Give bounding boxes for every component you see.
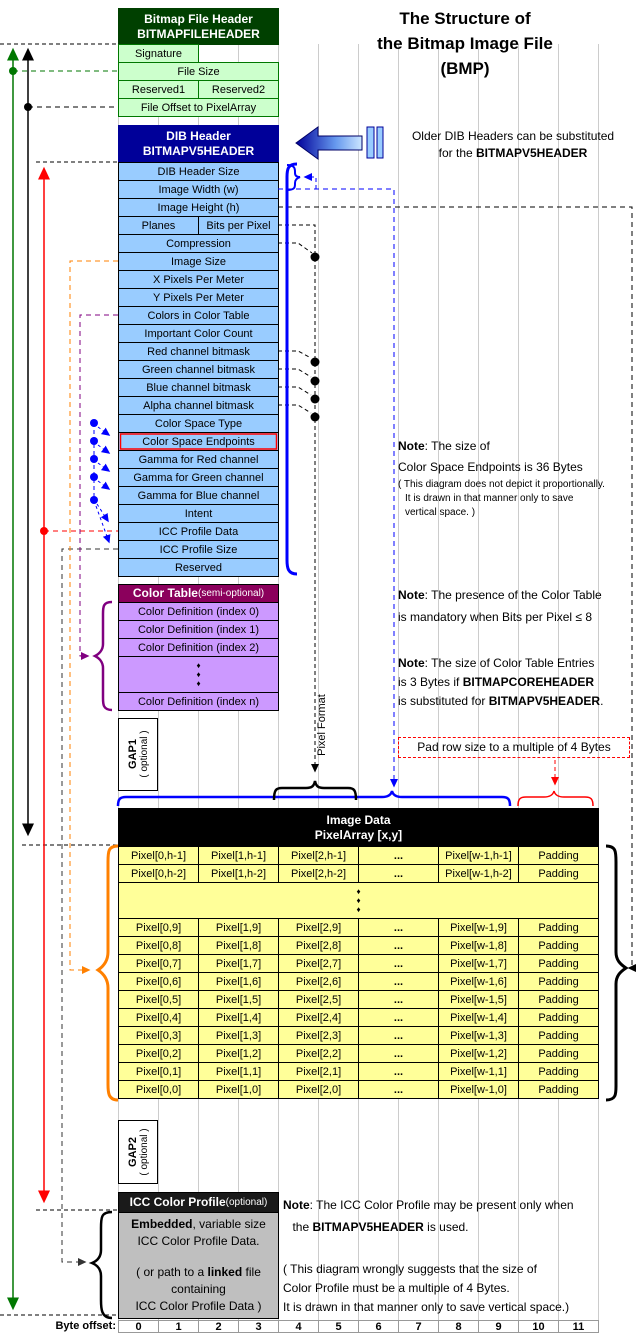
note2-line1	[398, 584, 636, 606]
boundary-markers	[0, 44, 118, 1315]
color-table-brace	[95, 602, 112, 710]
byte-offset-label: Byte offset:	[55, 1320, 116, 1332]
pixel-cell: Pixel[w-1,3]	[438, 1026, 519, 1045]
pixel-cell: Pixel[0,h-1]	[118, 846, 199, 865]
pixel-cell: Pixel[1,9]	[198, 918, 279, 937]
pixel-cell: Pixel[0,3]	[118, 1026, 199, 1045]
gridline	[358, 44, 359, 1320]
note3-line3-bold: BITMAPV5HEADER	[488, 694, 601, 708]
byte-offset-ruler	[118, 1320, 599, 1333]
note1-small2: It is drawn in that manner only to save	[405, 493, 574, 504]
field-reserved1: Reserved1	[118, 80, 199, 99]
pixel-cell: Pixel[w-1,9]	[438, 918, 519, 937]
icc-data-span-line	[40, 169, 118, 1201]
icc-note-p2-line2: Color Profile must be a multiple of 4 Bytes.	[283, 1281, 510, 1295]
icc-profile-body	[118, 1212, 279, 1319]
gap1-optional-text: ( optional )	[138, 730, 150, 778]
file-size-span-line	[9, 50, 118, 1308]
file-offset-span-line	[24, 50, 118, 834]
pixel-cell: Pixel[w-1,8]	[438, 936, 519, 955]
byte-offset-1: 1	[158, 1320, 199, 1333]
icc-note-rest: : The ICC Color Profile may be present only when	[309, 1198, 574, 1212]
pixel-cell: Pixel[2,5]	[278, 990, 359, 1009]
pixel-cell: Pixel[1,7]	[198, 954, 279, 973]
dib-bracket	[287, 164, 297, 574]
pixel-format-brace	[274, 781, 356, 800]
pixel-cell: Pixel[w-1,5]	[438, 990, 519, 1009]
pixel-cell: Pixel[w-1,6]	[438, 972, 519, 991]
color-def-n: Color Definition (index n)	[118, 692, 279, 711]
byte-offset-2: 2	[198, 1320, 239, 1333]
pad-row-note: Pad row size to a multiple of 4 Bytes	[398, 737, 630, 758]
dib-header-title	[118, 125, 279, 163]
pixel-row	[118, 972, 599, 991]
substitute-note-bold: BITMAPV5HEADER	[476, 146, 588, 160]
icc-body-line3	[119, 1264, 278, 1281]
icc-line3-pre: ( or path to a	[136, 1265, 208, 1279]
pixel-cell: Pixel[w-1,7]	[438, 954, 519, 973]
color-space-chain	[90, 419, 109, 542]
dib-field-reserved: Reserved	[118, 558, 279, 577]
color-table-title	[118, 584, 279, 603]
pixel-cell: Pixel[2,h-2]	[278, 864, 359, 883]
padding-cell: Padding	[518, 972, 599, 991]
image-data-title-line2: PixelArray [x,y]	[314, 827, 403, 842]
pixel-cell: Pixel[2,9]	[278, 918, 359, 937]
pixel-cell: Pixel[2,6]	[278, 972, 359, 991]
dib-field-blue-mask: Blue channel bitmask	[118, 378, 279, 397]
icc-linked-bold: linked	[207, 1265, 243, 1279]
icc-note-p2-line1: ( This diagram wrongly suggests that the size of	[283, 1262, 537, 1276]
dib-field-icc-profile-size: ICC Profile Size	[118, 540, 279, 559]
substitute-arrow-icon	[296, 127, 383, 159]
field-file-size: File Size	[118, 62, 279, 81]
image-size-connector	[70, 261, 118, 970]
pixel-cell: Pixel[2,2]	[278, 1044, 359, 1063]
field-file-offset: File Offset to PixelArray	[118, 98, 279, 117]
pixel-cell: Pixel[0,7]	[118, 954, 199, 973]
gap1-label	[120, 719, 156, 789]
diamond-icon: ♦	[196, 670, 201, 679]
dib-field-intent: Intent	[118, 504, 279, 523]
image-width-connector	[278, 189, 394, 786]
pixel-cell: Pixel[2,8]	[278, 936, 359, 955]
icc-note-line2	[283, 1216, 478, 1238]
note1-small1: ( This diagram does not depict it proportionally.	[398, 479, 605, 490]
field-signature: Signature	[118, 44, 199, 63]
note3-line3-pre: is substituted for	[398, 694, 489, 708]
pixel-cell: Pixel[1,h-2]	[198, 864, 279, 883]
padding-cell: Padding	[518, 918, 599, 937]
byte-offset-7: 7	[398, 1320, 439, 1333]
color-table-title-suffix: (semi-optional)	[197, 588, 265, 599]
dib-field-gamma-blue: Gamma for Blue channel	[118, 486, 279, 505]
pixel-cell: Pixel[1,1]	[198, 1062, 279, 1081]
pixel-cell: Pixel[1,5]	[198, 990, 279, 1009]
dib-field-image-size: Image Size	[118, 252, 279, 271]
color-table-ellipsis	[118, 656, 279, 693]
note3-line3	[398, 692, 636, 711]
dib-field-green-mask: Green channel bitmask	[118, 360, 279, 379]
pixel-cell: Pixel[w-1,0]	[438, 1080, 519, 1099]
byte-offset-6: 6	[358, 1320, 399, 1333]
dib-size-brace	[287, 165, 300, 190]
note2-bold: Note	[398, 588, 425, 602]
icc-title-text: ICC Color Profile	[129, 1195, 226, 1209]
padding-cell: Padding	[518, 846, 599, 865]
pixel-cell-ellipsis: ...	[358, 1026, 439, 1045]
title-line2: the Bitmap Image File	[377, 34, 553, 53]
icc-note-line1	[283, 1194, 639, 1216]
dib-field-y-ppm: Y Pixels Per Meter	[118, 288, 279, 307]
dib-field-x-ppm: X Pixels Per Meter	[118, 270, 279, 289]
icc-line3-post: file	[242, 1265, 261, 1279]
dib-field-alpha-mask: Alpha channel bitmask	[118, 396, 279, 415]
pixel-cell: Pixel[1,2]	[198, 1044, 279, 1063]
pixel-cell: Pixel[2,4]	[278, 1008, 359, 1027]
byte-offset-10: 10	[518, 1320, 559, 1333]
icc-note-bold: Note	[283, 1198, 310, 1212]
image-data-title	[118, 808, 599, 847]
pixel-cell-ellipsis: ...	[358, 918, 439, 937]
file-header-title	[118, 8, 279, 45]
pixel-cell: Pixel[0,8]	[118, 936, 199, 955]
padding-cell: Padding	[518, 990, 599, 1009]
note-endpoints-size	[398, 436, 633, 520]
image-data-title-line1: Image Data	[326, 812, 391, 827]
padding-cell: Padding	[518, 1044, 599, 1063]
pixel-cell: Pixel[2,h-1]	[278, 846, 359, 865]
note3-line3-post: .	[600, 694, 604, 708]
icc-line1-rest: , variable size	[192, 1217, 266, 1231]
byte-offset-9: 9	[478, 1320, 519, 1333]
pixel-rows-ellipsis	[118, 882, 599, 919]
note-icc-size-disclaimer	[283, 1260, 639, 1317]
pixel-cell: Pixel[2,3]	[278, 1026, 359, 1045]
pixel-cell: Pixel[0,0]	[118, 1080, 199, 1099]
pixel-cell: Pixel[1,4]	[198, 1008, 279, 1027]
color-table-title-text: Color Table	[132, 586, 198, 600]
note1-small3: vertical space. )	[405, 507, 476, 518]
gap1-text: GAP1	[126, 739, 139, 769]
byte-offset-3: 3	[238, 1320, 279, 1333]
icc-title-suffix: (optional)	[225, 1197, 268, 1208]
pixel-cell-ellipsis: ...	[358, 1044, 439, 1063]
note1-line2: Color Space Endpoints is 36 Bytes	[398, 460, 583, 474]
pixel-row	[118, 1008, 599, 1027]
pixel-cell: Pixel[1,3]	[198, 1026, 279, 1045]
title-line1: The Structure of	[399, 9, 531, 28]
dib-field-gamma-red: Gamma for Red channel	[118, 450, 279, 469]
pixel-cell: Pixel[2,0]	[278, 1080, 359, 1099]
icc-body-line1	[119, 1216, 278, 1233]
pixel-row	[118, 954, 599, 973]
byte-offset-5: 5	[318, 1320, 359, 1333]
dib-field-bits-per-pixel: Bits per Pixel	[198, 216, 279, 235]
icc-note-p2-line3: It is drawn in that manner only to save vertical space.)	[283, 1300, 570, 1314]
pixel-cell-ellipsis: ...	[358, 864, 439, 883]
dib-size-connector	[305, 177, 316, 189]
icc-body-line4: containing	[171, 1282, 226, 1296]
pixel-cell: Pixel[1,0]	[198, 1080, 279, 1099]
color-def-2: Color Definition (index 2)	[118, 638, 279, 657]
pixel-cell: Pixel[w-1,1]	[438, 1062, 519, 1081]
pixel-cell-ellipsis: ...	[358, 972, 439, 991]
gap2-text: GAP2	[126, 1137, 139, 1167]
pixel-row	[118, 1080, 599, 1099]
pixel-cell: Pixel[1,6]	[198, 972, 279, 991]
dib-field-image-width: Image Width (w)	[118, 180, 279, 199]
dib-field-important-colors: Important Color Count	[118, 324, 279, 343]
color-def-1: Color Definition (index 1)	[118, 620, 279, 639]
pixel-cell: Pixel[0,9]	[118, 918, 199, 937]
pixel-cell-ellipsis: ...	[358, 1062, 439, 1081]
row-size-brace	[118, 791, 510, 806]
dib-field-color-space-type: Color Space Type	[118, 414, 279, 433]
padding-cell: Padding	[518, 1062, 599, 1081]
diamond-icon: ♦	[356, 896, 361, 905]
pixel-cell-ellipsis: ...	[358, 1008, 439, 1027]
pixel-cell: Pixel[0,1]	[118, 1062, 199, 1081]
substitute-note-line1: Older DIB Headers can be substituted	[411, 129, 615, 143]
note3-line2	[398, 673, 636, 692]
pixel-cell-ellipsis: ...	[358, 846, 439, 865]
byte-offset-0: 0	[118, 1320, 159, 1333]
dib-field-icc-profile-data: ICC Profile Data	[118, 522, 279, 541]
note3-line2-bold: BITMAPCOREHEADER	[462, 675, 595, 689]
padding-cell: Padding	[518, 1080, 599, 1099]
pixel-cell: Pixel[2,7]	[278, 954, 359, 973]
substitute-note-pre: for the	[438, 146, 476, 160]
color-def-0: Color Definition (index 0)	[118, 602, 279, 621]
note1-bold: Note	[398, 439, 425, 453]
pixel-row	[118, 1062, 599, 1081]
pixel-row	[118, 864, 599, 883]
pixel-cell-ellipsis: ...	[358, 954, 439, 973]
pixel-array-brace	[98, 846, 118, 1100]
padding-brace	[518, 791, 593, 806]
pixel-cell: Pixel[1,h-1]	[198, 846, 279, 865]
dib-field-image-height: Image Height (h)	[118, 198, 279, 217]
padding-cell: Padding	[518, 954, 599, 973]
note-color-table-entry-size	[398, 654, 636, 711]
pixel-cell-ellipsis: ...	[358, 990, 439, 1009]
pixel-row	[118, 918, 599, 937]
icc-profile-title	[118, 1192, 279, 1213]
pixel-cell: Pixel[0,6]	[118, 972, 199, 991]
file-header-title-line2: BITMAPFILEHEADER	[137, 26, 260, 41]
color-count-connector	[80, 315, 118, 656]
note1-rest: : The size of	[424, 439, 490, 453]
pixel-cell-ellipsis: ...	[358, 1080, 439, 1099]
diamond-icon: ♦	[356, 887, 361, 896]
icc-body-line2: ICC Color Profile Data.	[137, 1234, 260, 1248]
pixel-row	[118, 846, 599, 865]
pixel-row	[118, 1044, 599, 1063]
icc-note-line2-post: is used.	[423, 1220, 469, 1234]
note1-line1	[398, 436, 633, 457]
dib-field-red-mask: Red channel bitmask	[118, 342, 279, 361]
note3-line2-pre: is 3 Bytes if	[398, 675, 463, 689]
byte-offset-8: 8	[438, 1320, 479, 1333]
note3-bold: Note	[398, 656, 425, 670]
pixel-format-chain	[278, 225, 320, 771]
pixel-cell: Pixel[0,h-2]	[118, 864, 199, 883]
note3-rest: : The size of Color Table Entries	[424, 656, 595, 670]
pixel-cell: Pixel[w-1,h-2]	[438, 864, 519, 883]
dib-title-line2: BITMAPV5HEADER	[142, 144, 255, 158]
byte-offset-4: 4	[278, 1320, 319, 1333]
dib-field-compression: Compression	[118, 234, 279, 253]
padding-cell: Padding	[518, 1008, 599, 1027]
icc-note-line2-pre: the	[292, 1220, 313, 1234]
file-header-title-line1: Bitmap File Header	[144, 11, 253, 26]
pixel-row	[118, 990, 599, 1009]
pixel-cell: Pixel[0,5]	[118, 990, 199, 1009]
diamond-icon: ♦	[356, 905, 361, 914]
gap2-optional-text: ( optional )	[138, 1128, 150, 1176]
note2-line2: is mandatory when Bits per Pixel ≤ 8	[398, 610, 593, 624]
pixel-cell: Pixel[0,2]	[118, 1044, 199, 1063]
byte-offset-11: 11	[558, 1320, 599, 1333]
dib-title-line1: DIB Header	[166, 129, 231, 143]
page-title	[320, 6, 610, 81]
gap2-label	[120, 1122, 156, 1182]
title-line3: (BMP)	[440, 59, 490, 78]
pixel-row	[118, 1026, 599, 1045]
substitute-note	[388, 128, 638, 162]
pixel-cell: Pixel[1,8]	[198, 936, 279, 955]
pixel-cell: Pixel[0,4]	[118, 1008, 199, 1027]
row-count-brace	[606, 846, 626, 1100]
note-color-table-mandatory	[398, 584, 636, 628]
dib-field-header-size: DIB Header Size	[118, 162, 279, 181]
dib-field-color-space-endpoints: Color Space Endpoints	[118, 432, 279, 451]
pixel-row	[118, 936, 599, 955]
icc-body-line5: ICC Color Profile Data )	[135, 1299, 262, 1313]
dib-field-planes: Planes	[118, 216, 199, 235]
pixel-cell: Pixel[w-1,4]	[438, 1008, 519, 1027]
note3-line1	[398, 654, 636, 673]
field-reserved2: Reserved2	[198, 80, 279, 99]
pixel-cell-ellipsis: ...	[358, 936, 439, 955]
pixel-cell: Pixel[w-1,h-1]	[438, 846, 519, 865]
icc-embedded-bold: Embedded	[131, 1217, 193, 1231]
diamond-icon: ♦	[196, 661, 201, 670]
dib-field-gamma-green: Gamma for Green channel	[118, 468, 279, 487]
substitute-note-line2	[388, 145, 638, 162]
pixel-format-label: Pixel Format	[316, 694, 328, 756]
note-icc-presence	[283, 1194, 639, 1238]
padding-cell: Padding	[518, 936, 599, 955]
diamond-icon: ♦	[196, 679, 201, 688]
note2-rest: : The presence of the Color Table	[424, 588, 602, 602]
icc-note-line2-bold: BITMAPV5HEADER	[312, 1220, 424, 1234]
icc-size-connector	[62, 549, 118, 1262]
pixel-cell: Pixel[2,1]	[278, 1062, 359, 1081]
dib-field-colors-in-table: Colors in Color Table	[118, 306, 279, 325]
icc-profile-brace	[92, 1212, 112, 1318]
padding-cell: Padding	[518, 1026, 599, 1045]
padding-cell: Padding	[518, 864, 599, 883]
pixel-cell: Pixel[w-1,2]	[438, 1044, 519, 1063]
